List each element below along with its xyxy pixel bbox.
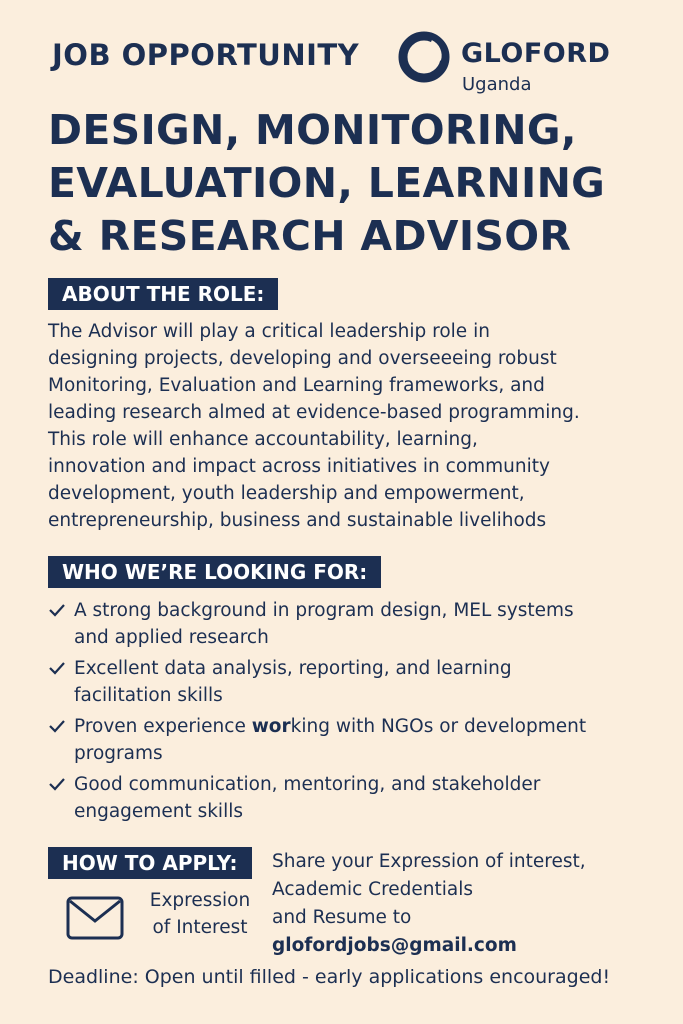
apply-instructions	[272, 848, 586, 960]
about-line: development, youth leadership and empowerment,	[48, 483, 525, 504]
about-line: innovation and impact across initiatives in community	[48, 456, 550, 477]
how-to-apply-heading: HOW TO APPLY:	[48, 847, 252, 879]
checkmark-icon	[48, 601, 66, 619]
job-title-line: EVALUATION, LEARNING	[48, 159, 606, 207]
envelope-icon	[66, 896, 124, 940]
requirement-item	[48, 597, 648, 651]
requirement-text: Excellent data analysis, reporting, and learning	[74, 658, 512, 679]
about-role-heading: ABOUT THE ROLE:	[48, 278, 278, 310]
requirement-item	[48, 713, 648, 767]
about-line: Monitoring, Evaluation and Learning frameworks, and	[48, 375, 545, 396]
apply-email-link[interactable]: glofordjobs@gmail.com	[272, 935, 517, 956]
requirement-item	[48, 655, 648, 709]
apply-line: and Resume to	[272, 907, 412, 928]
requirement-text-bold: wor	[251, 716, 291, 737]
about-line: This role will enhance accountability, learning,	[48, 429, 478, 450]
envelope-caption	[142, 887, 258, 941]
checkmark-icon	[48, 775, 66, 793]
requirement-text: engagement skills	[74, 801, 243, 822]
requirement-text: Good communication, mentoring, and stakeholder	[74, 774, 541, 795]
requirement-text: A strong background in program design, MEL systems	[74, 600, 574, 621]
envelope-caption-line: Expression	[149, 890, 251, 911]
apply-line: Academic Credentials	[272, 879, 474, 900]
logo-name: GLOFORD	[461, 38, 611, 69]
requirements-list	[48, 597, 648, 829]
requirement-text: and applied research	[74, 627, 269, 648]
logo-subtitle: Uganda	[462, 74, 532, 95]
job-opportunity-label: JOB OPPORTUNITY	[52, 38, 360, 72]
requirement-item	[48, 771, 648, 825]
checkmark-icon	[48, 659, 66, 677]
requirement-text	[74, 713, 648, 740]
about-line: The Advisor will play a critical leadership role in	[48, 321, 490, 342]
gloford-ring-logo-icon	[398, 30, 454, 86]
job-title-line: DESIGN, MONITORING,	[48, 106, 577, 154]
about-line: designing projects, developing and overseeeing robust	[48, 348, 557, 369]
job-title	[48, 104, 605, 263]
job-title-line: & RESEARCH ADVISOR	[48, 212, 572, 260]
requirement-text-part: king with NGOs or development	[290, 716, 587, 737]
requirement-text-part: Proven experience	[74, 716, 252, 737]
requirement-text: programs	[74, 743, 163, 764]
about-role-text	[48, 318, 648, 534]
checkmark-icon	[48, 717, 66, 735]
looking-for-heading: WHO WE’RE LOOKING FOR:	[48, 556, 381, 588]
requirement-text: facilitation skills	[74, 685, 223, 706]
deadline-text: Deadline: Open until filled - early applications encouraged!	[48, 966, 611, 988]
about-line: entrepreneurship, business and sustainable livelihods	[48, 510, 547, 531]
apply-line: Share your Expression of interest,	[272, 851, 586, 872]
envelope-caption-line: of Interest	[152, 917, 248, 938]
about-line: leading research almed at evidence-based programming.	[48, 402, 580, 423]
